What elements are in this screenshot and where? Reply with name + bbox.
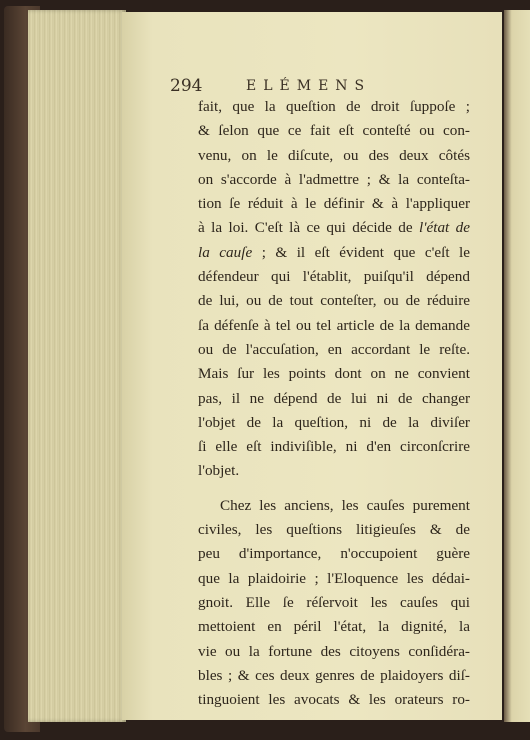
text-line: Mais ſur les points dont on ne convient <box>198 365 470 383</box>
text-line: on s'accorde à l'admettre ; & la conteſta- <box>198 170 470 188</box>
text-line <box>198 216 470 240</box>
page-header <box>170 76 470 96</box>
text-run: ; & il eſt évident que c'eſt le <box>252 243 471 261</box>
text-line: peu d'importance, n'occupoient guère <box>198 545 470 563</box>
body-text <box>198 95 470 712</box>
text-line: vie ou la fortune des citoyens conſidéra- <box>198 642 470 660</box>
text-line: fait, que la queſtion de droit ſuppoſe ; <box>198 98 470 115</box>
text-line <box>198 241 470 265</box>
text-line: venu, on le diſcute, ou des deux côtés <box>198 146 470 164</box>
text-line: ou de l'accuſation, en accordant le reſte. <box>198 340 470 358</box>
page-stack-edges <box>28 10 126 722</box>
text-line: civiles, les queſtions litigieuſes & de <box>198 521 470 539</box>
text-line: défendeur qui l'établit, puiſqu'il dépend <box>198 268 470 286</box>
text-run: à la loi. C'eſt là ce qui décide de <box>198 219 420 237</box>
italic-run: la cauſe <box>198 243 253 261</box>
page-number: 294 <box>170 76 203 96</box>
italic-run: l'état de <box>419 219 470 237</box>
text-line: ſi elle eſt indiviſible, ni d'en circonſcrire <box>198 438 470 456</box>
text-line: bles ; & ces deux genres de plaidoyers diſ- <box>198 666 470 684</box>
text-line: l'objet. <box>198 462 240 480</box>
text-line: ſa défenſe à tel ou tel article de la demande <box>198 316 470 334</box>
text-line: l'objet de la queſtion, ni de la diviſer <box>198 413 470 431</box>
text-line: Chez les anciens, les cauſes purement <box>220 496 470 514</box>
text-line: tinguoient les avocats & les orateurs ro- <box>198 691 470 709</box>
text-line: pas, il ne dépend de lui ni de changer <box>198 389 470 407</box>
paragraph-2 <box>198 494 470 713</box>
text-line: mettoient en péril l'état, la dignité, la <box>198 618 470 636</box>
text-line: & ſelon que ce fait eſt conteſté ou con- <box>198 122 470 140</box>
facing-page-edge <box>504 10 530 722</box>
text-line: tion ſe réduit à le définir & à l'appliquer <box>198 195 470 213</box>
paragraph-1 <box>198 95 470 484</box>
text-line: gnoit. Elle ſe réſervoit les cauſes qui <box>198 593 470 611</box>
text-line: de lui, ou de tout conteſter, ou de réduire <box>198 292 470 310</box>
running-head: ELÉMENS <box>246 78 372 94</box>
text-line: que la plaidoirie ; l'Eloquence les dédai- <box>198 569 470 587</box>
